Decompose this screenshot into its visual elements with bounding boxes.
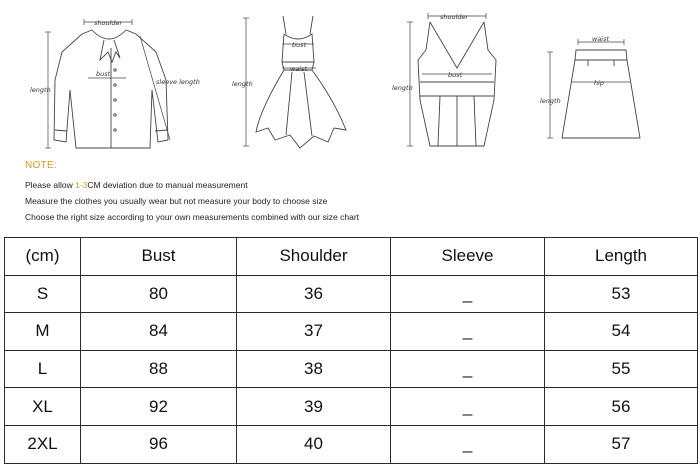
table-row <box>5 275 698 313</box>
table-cell: 2XL <box>5 425 81 463</box>
table-cell: S <box>5 275 81 313</box>
note-line-1 <box>25 177 685 193</box>
length-label: length <box>392 84 413 92</box>
table-cell: 38 <box>237 350 391 388</box>
table-cell: _ <box>391 313 545 351</box>
table-cell: 39 <box>237 388 391 426</box>
length-label: length <box>540 97 561 105</box>
bust-label: bust <box>292 41 307 49</box>
waist-label: waist <box>592 35 610 43</box>
hip-label: hip <box>594 79 605 87</box>
note-line-2: Measure the clothes you usually wear but not measure your body to choose size <box>25 196 328 206</box>
table-cell: M <box>5 313 81 351</box>
note-line-3: Choose the right size according to your own measurements combined with our size chart <box>25 212 360 222</box>
note-line-1-text: Please allow <box>25 180 76 190</box>
table-cell: _ <box>391 388 545 426</box>
table-cell: 84 <box>81 313 237 351</box>
table-cell: 40 <box>237 425 391 463</box>
garment-sketches <box>0 0 700 160</box>
shoulder-label: shoulder <box>440 13 469 21</box>
measurement-diagrams <box>0 0 700 160</box>
table-cell: _ <box>391 275 545 313</box>
table-cell: 80 <box>81 275 237 313</box>
header-cell: Bust <box>81 238 237 276</box>
length-label: length <box>30 86 51 94</box>
table-cell: 55 <box>545 350 698 388</box>
bust-label: bust <box>448 71 463 79</box>
header-cell: (cm) <box>5 238 81 276</box>
header-cell: Sleeve <box>391 238 545 276</box>
length-label: length <box>232 80 253 88</box>
table-cell: 57 <box>545 425 698 463</box>
table-header-row <box>5 238 698 276</box>
sleeve-length-label: sleeve length <box>156 78 200 86</box>
table-cell: XL <box>5 388 81 426</box>
table-cell: 37 <box>237 313 391 351</box>
table-row <box>5 425 698 463</box>
table-cell: 56 <box>545 388 698 426</box>
blouse-sketch <box>54 30 168 148</box>
note-line-1-text: CM deviation due to manual measurement <box>87 180 248 190</box>
table-cell: 53 <box>545 275 698 313</box>
note-title: NOTE: <box>25 160 58 171</box>
note-highlight: 1-3 <box>75 180 88 190</box>
header-cell: Shoulder <box>237 238 391 276</box>
table-cell: 96 <box>81 425 237 463</box>
tank-top-sketch <box>418 22 496 146</box>
size-chart-table <box>4 237 698 464</box>
waist-label: waist <box>290 65 308 73</box>
bust-label: bust <box>96 70 111 78</box>
table-row <box>5 388 698 426</box>
skirt-sketch <box>562 50 640 138</box>
table-cell: 54 <box>545 313 698 351</box>
notes-section <box>25 160 685 225</box>
header-cell: Length <box>545 238 698 276</box>
table-cell: 36 <box>237 275 391 313</box>
table-cell: _ <box>391 350 545 388</box>
table-cell: L <box>5 350 81 388</box>
shoulder-label: shoulder <box>94 19 123 27</box>
table-cell: 88 <box>81 350 237 388</box>
table-row <box>5 313 698 351</box>
table-row <box>5 350 698 388</box>
table-cell: 92 <box>81 388 237 426</box>
dress-sketch <box>256 16 346 148</box>
table-cell: _ <box>391 425 545 463</box>
